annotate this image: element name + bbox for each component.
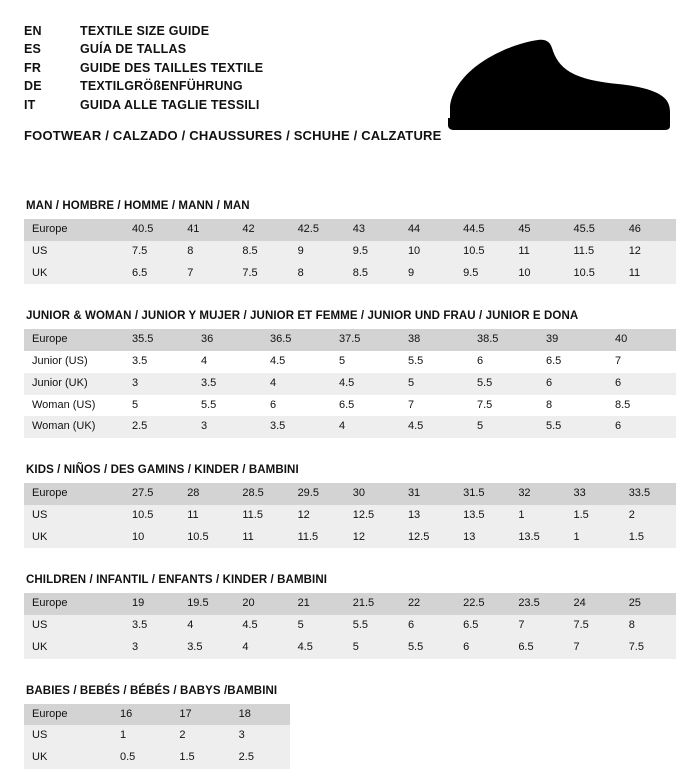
cell: 8: [546, 398, 553, 411]
row-label: UK: [24, 637, 124, 659]
cell: 10.5: [124, 505, 179, 527]
cell: 10: [400, 241, 455, 263]
cell: 17: [171, 704, 230, 726]
language-code: IT: [24, 97, 36, 112]
row-label: Europe: [24, 593, 124, 615]
language-title-list: [24, 24, 263, 116]
section-title: CHILDREN / INFANTIL / ENFANTS / KINDER / BAMBINI: [26, 574, 328, 587]
cell: 13: [455, 527, 510, 549]
table-row: [24, 725, 290, 747]
cell: 1: [112, 725, 171, 747]
cell: 4: [201, 355, 208, 367]
cell: 11.5: [234, 505, 289, 527]
cell: 28: [179, 483, 234, 505]
language-row: [24, 79, 263, 97]
cell: 5: [400, 373, 469, 395]
cell: 33: [566, 483, 621, 505]
section-children: [24, 574, 676, 658]
table-row: [24, 615, 676, 637]
cell: 9.5: [455, 263, 510, 285]
cell: 12: [345, 527, 400, 549]
table-row: [24, 637, 676, 659]
cell: 29.5: [290, 483, 345, 505]
cell: 8: [290, 263, 345, 285]
cell: 5: [132, 398, 139, 411]
table-row: [24, 241, 676, 263]
section-junior-woman: [24, 310, 676, 438]
cell: 16: [112, 704, 171, 726]
cell: 10.5: [566, 263, 621, 285]
cell: 5.5: [201, 398, 217, 411]
cell: 5: [345, 637, 400, 659]
row-label: UK: [24, 747, 112, 769]
cell: 10: [124, 527, 179, 549]
size-table-kids: [24, 483, 676, 548]
cell: 11: [234, 527, 289, 549]
cell: 36: [193, 329, 262, 351]
row-label: Woman (US): [32, 398, 96, 411]
language-title: GUIDA ALLE TAGLIE TESSILI: [80, 97, 260, 112]
cell: 28.5: [234, 483, 289, 505]
table-row: [24, 483, 676, 505]
cell: 7.5: [566, 615, 621, 637]
cell: 12: [621, 241, 676, 263]
cell: 23.5: [510, 593, 565, 615]
cell: 0.5: [112, 747, 171, 769]
cell: 24: [566, 593, 621, 615]
table-row: [24, 527, 676, 549]
table-row: [24, 416, 676, 438]
table-row: [24, 395, 676, 417]
section-babies: [24, 685, 676, 769]
cell: 5: [290, 615, 345, 637]
cell: 39: [538, 329, 607, 351]
language-row: [24, 98, 263, 116]
cell: 1: [510, 505, 565, 527]
row-label: UK: [24, 527, 124, 549]
cell: 10.5: [179, 527, 234, 549]
cell: 4: [179, 615, 234, 637]
cell: 3: [193, 416, 262, 438]
row-label: Europe: [24, 219, 124, 241]
cell: 7.5: [234, 263, 289, 285]
cell: 19: [124, 593, 179, 615]
cell: 8.5: [615, 398, 631, 411]
section-title: BABIES / BEBÉS / BÉBÉS / BABYS /BAMBINI: [26, 684, 278, 697]
section-man: [24, 200, 676, 284]
row-label: US: [24, 241, 124, 263]
cell: 13.5: [455, 505, 510, 527]
cell: 31.5: [455, 483, 510, 505]
cell: 18: [231, 704, 290, 726]
cell: 22.5: [455, 593, 510, 615]
row-label: Europe: [24, 329, 124, 351]
cell: 33.5: [621, 483, 676, 505]
cell: 11: [510, 241, 565, 263]
cell: 4: [262, 373, 331, 395]
cell: 7: [510, 615, 565, 637]
language-row: [24, 61, 263, 79]
cell: 5.5: [408, 355, 424, 367]
cell: 10: [510, 263, 565, 285]
cell: 40: [607, 329, 676, 351]
cell: 41: [179, 219, 234, 241]
cell: 4: [234, 637, 289, 659]
size-table-children: [24, 593, 676, 658]
cell: 21: [290, 593, 345, 615]
cell: 1.5: [566, 505, 621, 527]
cell: 44: [400, 219, 455, 241]
row-label: Europe: [24, 483, 124, 505]
size-table-babies: [24, 704, 290, 769]
cell: 42: [234, 219, 289, 241]
cell: 5.5: [538, 416, 607, 438]
cell: 35.5: [124, 329, 193, 351]
size-table-junior-woman: [24, 329, 676, 438]
table-row: [24, 704, 290, 726]
language-row: [24, 42, 263, 60]
cell: 7.5: [124, 241, 179, 263]
cell: 3: [124, 373, 193, 395]
cell: 30: [345, 483, 400, 505]
table-row: [24, 263, 676, 285]
cell: 5: [469, 416, 538, 438]
cell: 4.5: [331, 373, 400, 395]
section-title: JUNIOR & WOMAN / JUNIOR Y MUJER / JUNIOR ET FEMME / JUNIOR UND FRAU / JUNIOR E DONA: [26, 310, 579, 323]
cell: 8.5: [234, 241, 289, 263]
cell: 45.5: [566, 219, 621, 241]
table-row: [24, 351, 676, 373]
cell: 12.5: [345, 505, 400, 527]
cell: 5.5: [469, 373, 538, 395]
cell: 3.5: [132, 355, 148, 367]
cell: 7: [615, 355, 622, 367]
row-label: US: [24, 505, 124, 527]
cell: 36.5: [262, 329, 331, 351]
language-code: EN: [24, 24, 42, 38]
language-code: ES: [24, 42, 42, 57]
page-header: [24, 24, 676, 144]
table-row: [24, 219, 676, 241]
cell: 6: [400, 615, 455, 637]
cell: 10.5: [455, 241, 510, 263]
cell: 7: [408, 398, 415, 411]
cell: 13: [400, 505, 455, 527]
cell: 3.5: [193, 373, 262, 395]
cell: 7: [179, 263, 234, 285]
table-row: [24, 505, 676, 527]
language-row: [24, 24, 263, 42]
cell: 12.5: [400, 527, 455, 549]
cell: 6: [270, 398, 277, 411]
cell: 6: [538, 373, 607, 395]
cell: 7: [566, 637, 621, 659]
cell: 4.5: [400, 416, 469, 438]
table-row: [24, 747, 290, 769]
dress-shoe-icon: [442, 34, 672, 134]
row-label: US: [24, 615, 124, 637]
cell: 6.5: [510, 637, 565, 659]
cell: 2.5: [124, 416, 193, 438]
section-title: KIDS / NIÑOS / DES GAMINS / KINDER / BAMBINI: [26, 464, 299, 476]
row-label: US: [24, 725, 112, 747]
cell: 9: [400, 263, 455, 285]
language-title: TEXTILE SIZE GUIDE: [80, 24, 210, 38]
cell: 4.5: [270, 355, 286, 367]
table-row: [24, 373, 676, 395]
section-title: MAN / HOMBRE / HOMME / MANN / MAN: [26, 200, 250, 212]
cell: 6: [607, 373, 676, 395]
table-row: [24, 329, 676, 351]
cell: 9.5: [345, 241, 400, 263]
cell: 12: [290, 505, 345, 527]
cell: 6.5: [546, 355, 562, 367]
cell: 46: [621, 219, 676, 241]
cell: 40.5: [124, 219, 179, 241]
cell: 27.5: [124, 483, 179, 505]
cell: 3.5: [179, 637, 234, 659]
cell: 3.5: [262, 416, 331, 438]
language-title: TEXTILGRÖßENFÜHRUNG: [80, 79, 243, 94]
cell: 45: [510, 219, 565, 241]
cell: 25: [621, 593, 676, 615]
cell: 3: [231, 725, 290, 747]
row-label: Junior (UK): [24, 373, 124, 395]
cell: 1: [566, 527, 621, 549]
cell: 13.5: [510, 527, 565, 549]
table-row: [24, 593, 676, 615]
cell: 5: [339, 355, 346, 367]
cell: 38: [400, 329, 469, 351]
cell: 1.5: [621, 527, 676, 549]
cell: 11.5: [290, 527, 345, 549]
row-label: UK: [24, 263, 124, 285]
cell: 43: [345, 219, 400, 241]
cell: 8.5: [345, 263, 400, 285]
cell: 2: [621, 505, 676, 527]
cell: 11.5: [566, 241, 621, 263]
cell: 6.5: [124, 263, 179, 285]
cell: 44.5: [455, 219, 510, 241]
cell: 21.5: [345, 593, 400, 615]
cell: 2.5: [231, 747, 290, 769]
cell: 4.5: [290, 637, 345, 659]
row-label: Woman (UK): [24, 416, 124, 438]
language-title: GUIDE DES TAILLES TEXTILE: [80, 60, 264, 75]
cell: 31: [400, 483, 455, 505]
row-label: Junior (US): [32, 355, 88, 367]
cell: 7.5: [477, 398, 493, 411]
size-table-man: [24, 219, 676, 284]
cell: 11: [179, 505, 234, 527]
cell: 6: [607, 416, 676, 438]
cell: 8: [621, 615, 676, 637]
cell: 3: [124, 637, 179, 659]
cell: 4: [331, 416, 400, 438]
cell: 4.5: [234, 615, 289, 637]
cell: 11: [621, 263, 676, 285]
cell: 6: [455, 637, 510, 659]
cell: 3.5: [124, 615, 179, 637]
cell: 6.5: [339, 398, 355, 411]
language-title: GUÍA DE TALLAS: [80, 42, 187, 57]
cell: 20: [234, 593, 289, 615]
category-title: FOOTWEAR / CALZADO / CHAUSSURES / SCHUHE / CALZATURE: [24, 127, 442, 143]
language-code: FR: [24, 60, 42, 75]
cell: 9: [290, 241, 345, 263]
language-code: DE: [24, 79, 42, 94]
cell: 38.5: [469, 329, 538, 351]
cell: 5.5: [345, 615, 400, 637]
cell: 7.5: [621, 637, 676, 659]
cell: 37.5: [331, 329, 400, 351]
cell: 2: [171, 725, 230, 747]
cell: 32: [510, 483, 565, 505]
cell: 19.5: [179, 593, 234, 615]
section-kids: [24, 464, 676, 548]
cell: 8: [179, 241, 234, 263]
cell: 6: [477, 355, 484, 367]
cell: 42.5: [290, 219, 345, 241]
cell: 5.5: [400, 637, 455, 659]
cell: 22: [400, 593, 455, 615]
cell: 6.5: [455, 615, 510, 637]
cell: 1.5: [171, 747, 230, 769]
row-label: Europe: [24, 704, 112, 726]
